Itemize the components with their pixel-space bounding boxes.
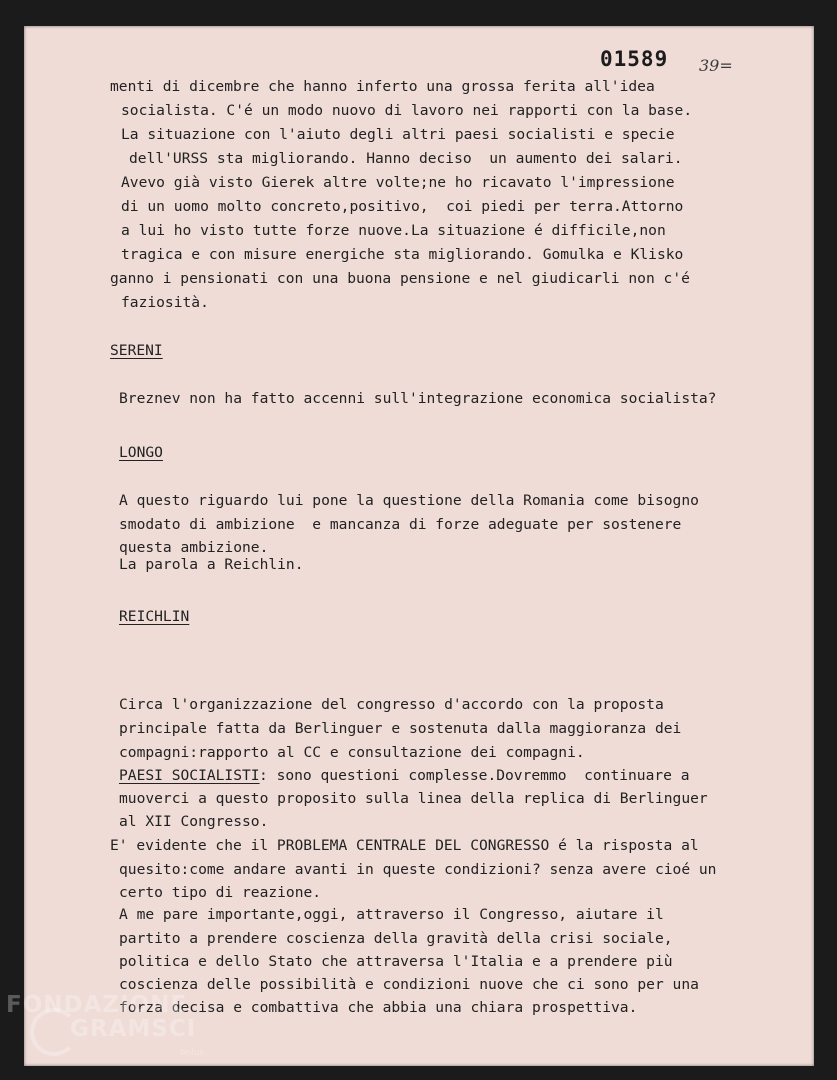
text-line: Circa l'organizzazione del congresso d'accordo con la proposta bbox=[119, 696, 664, 713]
speaker-heading-sereni: SERENI bbox=[110, 342, 163, 359]
text-line: tragica e con misure energiche sta migliorando. Gomulka e Klisko bbox=[121, 246, 684, 263]
text-line: E' evidente che il PROBLEMA CENTRALE DEL CONGRESSO é la risposta al bbox=[110, 837, 699, 854]
text-line: : sono questioni complesse.Dovremmo continuare a bbox=[259, 767, 690, 784]
text-line: dell'URSS sta migliorando. Hanno deciso un aumento dei salari. bbox=[129, 150, 683, 167]
speaker-heading-reichlin: REICHLIN bbox=[119, 608, 190, 625]
text-line: quesito:come andare avanti in queste condizioni? senza avere cioé un bbox=[119, 861, 717, 878]
text-line: La parola a Reichlin. bbox=[119, 556, 304, 573]
text-line: a lui ho visto tutte forze nuove.La situazione é difficile,non bbox=[121, 222, 666, 239]
page-number: 39= bbox=[699, 56, 733, 75]
text-line: al XII Congresso. bbox=[119, 813, 269, 830]
text-line: menti di dicembre che hanno inferto una grossa ferita all'idea bbox=[110, 78, 655, 95]
section-heading-paesi-socialisti: PAESI SOCIALISTI bbox=[119, 767, 260, 784]
text-line: La situazione con l'aiuto degli altri paesi socialisti e specie bbox=[121, 126, 675, 143]
speaker-heading-longo: LONGO bbox=[119, 444, 163, 461]
text-line: politica e dello Stato che attraversa l'Italia e a prendere più bbox=[119, 953, 673, 970]
text-line: coscienza delle possibilità e condizioni nuove che ci sono per una bbox=[119, 976, 699, 993]
document-number: 01589 bbox=[600, 47, 669, 71]
text-line: certo tipo di reazione. bbox=[119, 884, 322, 901]
text-line: socialista. C'é un modo nuovo di lavoro nei rapporti con la base. bbox=[121, 102, 693, 119]
text-line: faziosità. bbox=[121, 294, 209, 311]
text-line: compagni:rapporto al CC e consultazione dei compagni. bbox=[119, 744, 585, 761]
text-line: smodato di ambizione e mancanza di forze adeguate per sostenere bbox=[119, 516, 682, 533]
text-line: ganno i pensionati con una buona pensione e nel giudicarli non c'é bbox=[110, 270, 690, 287]
text-line: principale fatta da Berlinguer e sostenuta dalla maggioranza dei bbox=[119, 720, 682, 737]
text-line: A me pare importante,oggi, attraverso il Congresso, aiutare il bbox=[119, 906, 664, 923]
text-line: Avevo già visto Gierek altre volte;ne ho ricavato l'impressione bbox=[121, 174, 675, 191]
text-line: Breznev non ha fatto accenni sull'integrazione economica socialista? bbox=[119, 390, 717, 407]
text-line: A questo riguardo lui pone la questione della Romania come bisogno bbox=[119, 492, 699, 509]
text-line: forza decisa e combattiva che abbia una chiara prospettiva. bbox=[119, 999, 638, 1016]
text-line: muoverci a questo proposito sulla linea della replica di Berlinguer bbox=[119, 790, 708, 807]
fondazione-gramsci-watermark: FONDAZIONE GRAMSCI onlus bbox=[6, 992, 205, 1058]
text-line: partito a prendere coscienza della gravità della crisi sociale, bbox=[119, 930, 673, 947]
text-line: questa ambizione. bbox=[119, 539, 269, 556]
text-line: di un uomo molto concreto,positivo, coi piedi per terra.Attorno bbox=[121, 198, 684, 215]
